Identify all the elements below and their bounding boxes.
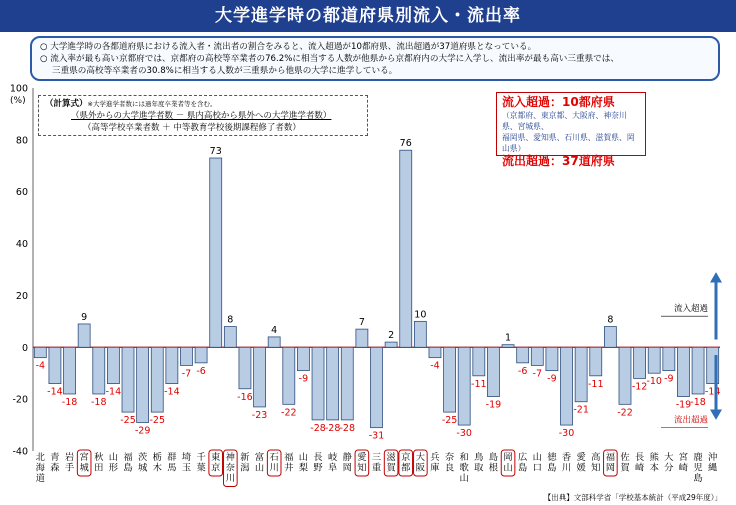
bar bbox=[531, 347, 543, 365]
x-tick-label: 京 bbox=[401, 452, 411, 463]
bar bbox=[34, 347, 46, 357]
data-label: 73 bbox=[209, 146, 222, 158]
x-tick-label: 大 bbox=[415, 452, 426, 463]
bar bbox=[137, 347, 149, 422]
y-tick-label: 80 bbox=[15, 135, 28, 147]
bar bbox=[93, 347, 105, 394]
x-tick-label: 玉 bbox=[181, 462, 192, 474]
bar bbox=[107, 347, 119, 383]
x-tick-label: 媛 bbox=[576, 462, 586, 474]
bar bbox=[590, 347, 602, 376]
x-tick-label: 山 bbox=[459, 473, 469, 484]
data-label: -9 bbox=[298, 373, 309, 385]
bar bbox=[429, 347, 441, 357]
x-tick-label: 熊 bbox=[649, 452, 659, 463]
data-label: -12 bbox=[631, 381, 648, 393]
x-tick-label: 賀 bbox=[386, 462, 396, 474]
data-label: -19 bbox=[485, 399, 502, 411]
excess-summary-box bbox=[496, 92, 646, 168]
summary-line-1: ○ 大学進学時の各都道府県における流入者・流出者の割合をみると、流入超過が10都府県、流出超過が37道府県となっている。 bbox=[40, 42, 537, 52]
x-tick-label: 高 bbox=[591, 452, 601, 463]
y-axis-label: (%) bbox=[10, 96, 26, 106]
x-tick-label: 滋 bbox=[386, 452, 396, 463]
x-tick-label: 野 bbox=[313, 462, 323, 474]
x-tick-label: 城 bbox=[137, 462, 148, 474]
bar bbox=[122, 347, 134, 412]
data-label: -30 bbox=[456, 428, 472, 440]
x-tick-label: 葉 bbox=[196, 462, 206, 474]
x-tick-label: 佐 bbox=[620, 452, 630, 463]
data-label: -18 bbox=[91, 396, 107, 408]
data-label: -25 bbox=[120, 415, 136, 427]
x-tick-label: 分 bbox=[664, 462, 674, 474]
y-tick-label: -40 bbox=[12, 446, 28, 458]
x-tick-label: 川 bbox=[225, 473, 235, 484]
bar bbox=[371, 347, 383, 427]
bar bbox=[517, 347, 529, 363]
x-tick-label: 田 bbox=[94, 462, 104, 474]
data-label: -7 bbox=[181, 368, 192, 380]
x-tick-label: 宮 bbox=[79, 452, 89, 463]
x-tick-label: 茨 bbox=[137, 452, 148, 463]
bar bbox=[49, 347, 61, 383]
x-tick-label: 埼 bbox=[181, 452, 192, 463]
x-tick-label: 都 bbox=[401, 462, 411, 474]
x-tick-label: 徳 bbox=[547, 452, 557, 463]
bar bbox=[151, 347, 163, 412]
y-tick-label: 60 bbox=[15, 187, 28, 199]
y-tick-label: 40 bbox=[15, 239, 28, 251]
y-tick-label: 0 bbox=[21, 342, 28, 354]
x-tick-label: 栃 bbox=[152, 452, 162, 463]
bar bbox=[210, 158, 222, 347]
data-label: -18 bbox=[61, 396, 78, 408]
x-tick-label: 手 bbox=[64, 462, 75, 474]
data-label: -16 bbox=[237, 391, 253, 403]
bar bbox=[546, 347, 558, 370]
data-label: -30 bbox=[558, 428, 575, 440]
data-label: -25 bbox=[149, 415, 166, 427]
x-tick-label: 山 bbox=[298, 452, 309, 463]
x-tick-label: 兵 bbox=[430, 452, 440, 463]
data-label: -11 bbox=[471, 378, 487, 390]
data-label: 8 bbox=[607, 314, 614, 326]
bar bbox=[575, 347, 587, 401]
bar bbox=[312, 347, 324, 420]
bar bbox=[283, 347, 295, 404]
x-tick-label: 重 bbox=[371, 462, 382, 474]
x-tick-label: 島 bbox=[488, 452, 499, 463]
data-label: 4 bbox=[271, 324, 278, 336]
x-tick-label: 香 bbox=[561, 452, 572, 463]
x-tick-label: 山 bbox=[108, 452, 119, 463]
x-tick-label: 群 bbox=[167, 452, 177, 463]
x-tick-label: 木 bbox=[152, 462, 162, 474]
inflow-title: 流入超過：10都府県 bbox=[502, 95, 615, 109]
x-tick-label: 崎 bbox=[634, 462, 645, 474]
x-tick-label: 鹿 bbox=[693, 452, 703, 463]
bar bbox=[64, 347, 76, 394]
x-tick-label: 沖 bbox=[708, 452, 718, 463]
x-tick-label: 道 bbox=[35, 473, 45, 484]
x-tick-label: 大 bbox=[664, 452, 674, 463]
x-tick-label: 根 bbox=[488, 462, 499, 474]
x-tick-label: 本 bbox=[649, 462, 659, 474]
x-tick-label: 島 bbox=[547, 462, 557, 474]
x-tick-label: 宮 bbox=[678, 452, 689, 463]
bar bbox=[195, 347, 207, 363]
x-tick-label: 三 bbox=[371, 452, 382, 463]
x-tick-label: 梨 bbox=[298, 462, 309, 474]
bar bbox=[692, 347, 704, 394]
data-label: -14 bbox=[47, 386, 63, 398]
data-label: -21 bbox=[573, 404, 589, 416]
formula-denominator: （高等学校卒業者数 ＋ 中等教育学校後期課程修了者数） bbox=[83, 123, 301, 133]
x-tick-label: 良 bbox=[444, 462, 455, 474]
bar bbox=[400, 150, 412, 347]
data-label: -6 bbox=[517, 365, 528, 377]
x-tick-label: 馬 bbox=[167, 462, 177, 474]
bar bbox=[297, 347, 309, 370]
bar bbox=[561, 347, 573, 425]
x-tick-label: 海 bbox=[35, 462, 45, 474]
bar bbox=[502, 345, 514, 348]
bar bbox=[677, 347, 689, 396]
summary-line-3: 三重県の高校等卒業者の30.8%に相当する人数が三重県から他県の大学に進学している。 bbox=[52, 66, 398, 76]
x-tick-label: 島 bbox=[518, 462, 528, 474]
x-tick-label: 岡 bbox=[503, 452, 513, 463]
x-tick-label: 福 bbox=[123, 452, 133, 463]
x-tick-label: 千 bbox=[196, 452, 206, 463]
x-tick-label: 島 bbox=[123, 462, 133, 474]
bar bbox=[604, 327, 616, 348]
x-tick-label: 山 bbox=[254, 462, 265, 474]
formula-numerator: （県外からの大学進学者数 － 県内高校から県外への大学進学者数） bbox=[71, 111, 332, 121]
data-label: 76 bbox=[399, 138, 412, 150]
bar bbox=[444, 347, 456, 412]
x-tick-label: 石 bbox=[269, 452, 279, 463]
x-tick-label: 島 bbox=[693, 473, 703, 484]
bar bbox=[268, 337, 280, 347]
x-tick-label: 静 bbox=[342, 452, 352, 463]
bar bbox=[180, 347, 192, 365]
x-tick-label: 愛 bbox=[576, 452, 586, 463]
x-tick-label: 福 bbox=[605, 452, 616, 463]
data-label: -9 bbox=[547, 373, 557, 385]
inflow-list-2: 福岡県、愛知県、石川県、滋賀県、岡山県） bbox=[502, 133, 635, 153]
bar bbox=[254, 347, 266, 407]
x-tick-label: 賀 bbox=[620, 462, 630, 474]
source-note: 【出典】文部科学省「学校基本統計（平成29年度）」 bbox=[543, 493, 722, 502]
data-label: -10 bbox=[646, 376, 662, 388]
x-tick-label: 形 bbox=[108, 462, 119, 474]
x-tick-label: 長 bbox=[634, 452, 645, 463]
data-label: -19 bbox=[675, 399, 692, 411]
summary-box bbox=[30, 36, 720, 81]
bar bbox=[224, 327, 236, 348]
x-tick-label: 京 bbox=[211, 462, 221, 474]
data-label: -28 bbox=[310, 422, 326, 434]
x-tick-label: 川 bbox=[561, 462, 572, 474]
data-label: -28 bbox=[324, 422, 341, 434]
bar bbox=[327, 347, 339, 420]
outflow-title: 流出超過：37道府県 bbox=[502, 154, 615, 168]
x-tick-label: 森 bbox=[50, 462, 60, 474]
x-tick-label: 山 bbox=[503, 462, 513, 474]
x-tick-label: 岩 bbox=[64, 452, 75, 463]
data-label: -4 bbox=[430, 360, 440, 372]
data-label: 9 bbox=[81, 311, 88, 323]
data-label: -22 bbox=[281, 407, 297, 419]
bar bbox=[414, 321, 426, 347]
formula-head: （計算式） bbox=[45, 99, 88, 109]
data-label: -23 bbox=[251, 409, 268, 421]
x-tick-label: 神 bbox=[225, 452, 235, 463]
bar bbox=[487, 347, 499, 396]
x-tick-label: 鳥 bbox=[474, 452, 484, 463]
outflow-annotation: 流出超過 bbox=[673, 415, 708, 426]
x-tick-label: 北 bbox=[35, 452, 45, 463]
data-label: -31 bbox=[368, 430, 385, 442]
data-label: 10 bbox=[414, 309, 427, 321]
data-label: -4 bbox=[35, 360, 46, 372]
formula-box bbox=[38, 95, 368, 136]
x-tick-label: 取 bbox=[474, 462, 484, 474]
inflow-list-1: （京都府、東京都、大阪府、神奈川県、宮城県、 bbox=[502, 111, 627, 131]
data-label: -14 bbox=[105, 386, 122, 398]
x-tick-label: 口 bbox=[532, 462, 542, 474]
bar bbox=[341, 347, 353, 420]
x-tick-label: 東 bbox=[211, 452, 221, 463]
x-tick-label: 愛 bbox=[357, 452, 367, 463]
data-label: -22 bbox=[617, 407, 633, 419]
y-tick-label: -20 bbox=[12, 394, 28, 406]
data-label: -6 bbox=[196, 365, 206, 377]
data-label: 8 bbox=[227, 314, 234, 326]
bar bbox=[458, 347, 470, 425]
bar bbox=[78, 324, 90, 347]
bar bbox=[385, 342, 397, 347]
x-tick-label: 山 bbox=[532, 452, 542, 463]
x-tick-label: 城 bbox=[79, 462, 89, 474]
data-label: -25 bbox=[441, 415, 458, 427]
x-tick-label: 縄 bbox=[708, 462, 718, 474]
data-label: -14 bbox=[164, 386, 180, 398]
data-label: 7 bbox=[358, 317, 365, 329]
x-tick-label: 井 bbox=[284, 462, 294, 474]
bar bbox=[663, 347, 675, 370]
data-label: -11 bbox=[587, 378, 604, 390]
bar bbox=[356, 329, 368, 347]
x-tick-label: 潟 bbox=[240, 462, 250, 474]
bar bbox=[166, 347, 178, 383]
x-tick-label: 阪 bbox=[415, 462, 426, 474]
data-label: -18 bbox=[690, 396, 706, 408]
outflow-arrow-head bbox=[710, 410, 722, 420]
x-tick-label: 崎 bbox=[678, 462, 689, 474]
x-tick-label: 新 bbox=[240, 452, 250, 463]
inflow-arrow-head bbox=[710, 272, 722, 282]
page-title: 大学進学時の都道府県別流入・流出率 bbox=[0, 0, 736, 32]
data-label: -29 bbox=[134, 425, 151, 437]
data-label: -14 bbox=[704, 386, 721, 398]
data-label: 2 bbox=[388, 330, 395, 342]
x-tick-label: 岡 bbox=[605, 462, 616, 474]
x-tick-label: 知 bbox=[591, 462, 601, 474]
summary-line-2: ○ 流入率が最も高い京都府では、京都府の高校等卒業者の76.2%に相当する人数が他県から京都府内の大学に入学し、流出率が最も高い三重県では、 bbox=[40, 54, 619, 64]
data-label: 1 bbox=[505, 332, 512, 344]
data-label: -7 bbox=[532, 368, 543, 380]
x-tick-label: 奈 bbox=[225, 462, 235, 474]
x-tick-label: 庫 bbox=[430, 462, 440, 474]
x-tick-label: 児 bbox=[693, 462, 703, 474]
x-tick-label: 岡 bbox=[342, 462, 352, 474]
data-label: -28 bbox=[339, 422, 356, 434]
x-tick-label: 秋 bbox=[94, 452, 104, 463]
x-tick-label: 川 bbox=[269, 462, 279, 474]
x-tick-label: 広 bbox=[518, 452, 528, 463]
y-tick-label: 20 bbox=[15, 290, 28, 302]
x-tick-label: 知 bbox=[357, 462, 367, 474]
x-tick-label: 和 bbox=[459, 452, 469, 463]
x-tick-label: 奈 bbox=[444, 452, 455, 463]
x-tick-label: 青 bbox=[50, 452, 60, 463]
x-tick-label: 長 bbox=[313, 452, 323, 463]
x-tick-label: 歌 bbox=[459, 462, 469, 474]
x-tick-label: 阜 bbox=[327, 462, 338, 474]
x-tick-label: 富 bbox=[254, 452, 265, 463]
bar bbox=[634, 347, 646, 378]
bar bbox=[473, 347, 485, 376]
x-tick-label: 岐 bbox=[327, 452, 338, 463]
bar bbox=[239, 347, 251, 388]
inflow-annotation: 流入超過 bbox=[673, 303, 708, 314]
x-tick-label: 福 bbox=[284, 452, 294, 463]
formula-note: ※大学進学者数には過年度卒業者等を含む。 bbox=[87, 100, 217, 108]
bar bbox=[619, 347, 631, 404]
y-tick-label: 100 bbox=[9, 83, 28, 95]
bar bbox=[648, 347, 660, 373]
data-label: -9 bbox=[664, 373, 674, 385]
